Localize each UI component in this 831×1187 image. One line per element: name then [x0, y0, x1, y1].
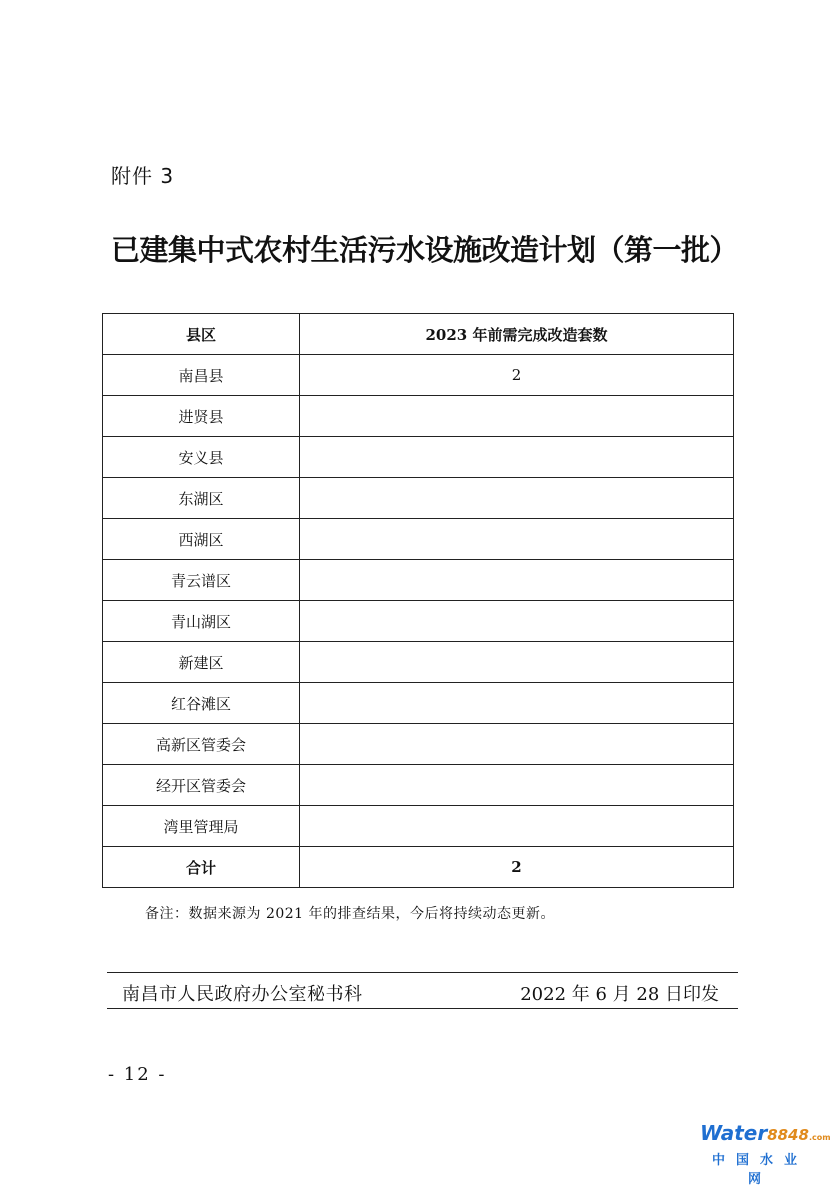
watermark-brand — [700, 1121, 831, 1149]
county-cell: 新建区 — [103, 642, 300, 683]
table-row — [103, 724, 734, 765]
footer-top-rule — [107, 972, 738, 973]
table-row — [103, 478, 734, 519]
watermark-logo — [700, 1121, 831, 1187]
remark-note: 备注：数据来源为 2021 年的排查结果，今后将持续动态更新。 — [145, 906, 556, 922]
county-cell: 青云谱区 — [103, 560, 300, 601]
watermark-subtitle: 中国水业网 — [711, 1153, 808, 1187]
total-row — [103, 847, 734, 888]
table-row — [103, 355, 734, 396]
header-count: 2023 年前需完成改造套数 — [300, 314, 734, 355]
table-row — [103, 396, 734, 437]
county-cell: 红谷滩区 — [103, 683, 300, 724]
count-cell: 2 — [300, 355, 734, 396]
table-row — [103, 437, 734, 478]
count-cell — [300, 601, 734, 642]
county-cell: 进贤县 — [103, 396, 300, 437]
count-cell — [300, 765, 734, 806]
header-county: 县区 — [103, 314, 300, 355]
page-number: - 12 - — [108, 1064, 167, 1085]
document-title: 已建集中式农村生活污水设施改造计划（第一批） — [111, 233, 739, 267]
count-cell — [300, 396, 734, 437]
county-cell: 安义县 — [103, 437, 300, 478]
table-row — [103, 519, 734, 560]
count-cell — [300, 478, 734, 519]
watermark-domain: .com — [808, 1133, 831, 1142]
table-row — [103, 765, 734, 806]
table-row — [103, 806, 734, 847]
count-cell — [300, 683, 734, 724]
county-cell: 南昌县 — [103, 355, 300, 396]
count-cell — [300, 560, 734, 601]
table-row — [103, 560, 734, 601]
table-row — [103, 683, 734, 724]
count-cell — [300, 519, 734, 560]
issuer-name: 南昌市人民政府办公室秘书科 — [122, 984, 363, 1005]
table-header-row — [103, 314, 734, 355]
county-cell: 湾里管理局 — [103, 806, 300, 847]
count-cell — [300, 642, 734, 683]
table-row — [103, 601, 734, 642]
count-cell — [300, 437, 734, 478]
county-cell: 西湖区 — [103, 519, 300, 560]
renovation-plan-table — [102, 313, 734, 888]
watermark-brand-text: Water — [700, 1121, 768, 1145]
total-count: 2 — [300, 847, 734, 888]
footer-bottom-rule — [107, 1008, 738, 1009]
table-row — [103, 642, 734, 683]
total-label: 合计 — [103, 847, 300, 888]
county-cell: 经开区管委会 — [103, 765, 300, 806]
issue-date: 2022 年 6 月 28 日印发 — [520, 984, 719, 1005]
count-cell — [300, 806, 734, 847]
attachment-label: 附件 3 — [111, 164, 175, 188]
county-cell: 高新区管委会 — [103, 724, 300, 765]
county-cell: 东湖区 — [103, 478, 300, 519]
watermark-number: 8848 — [767, 1126, 809, 1144]
county-cell: 青山湖区 — [103, 601, 300, 642]
count-cell — [300, 724, 734, 765]
